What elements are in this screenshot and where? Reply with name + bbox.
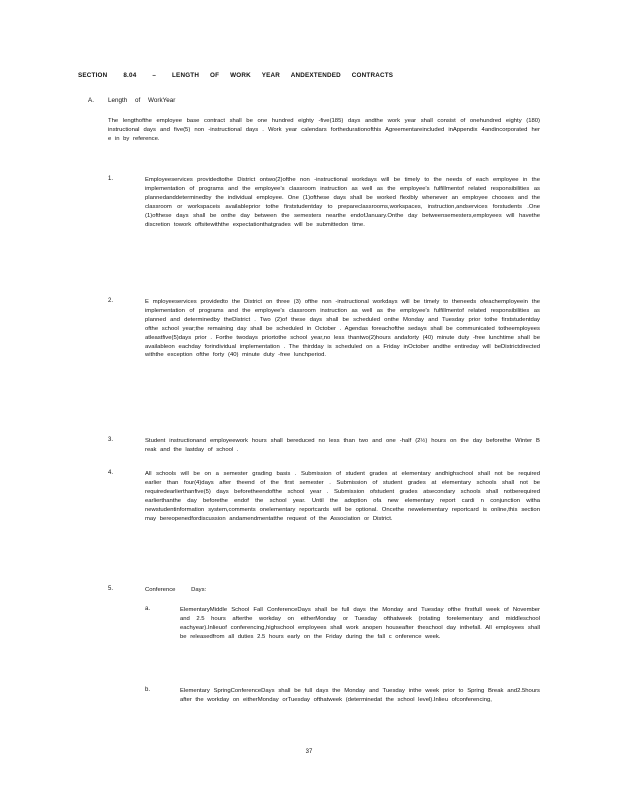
item-number: 4. (108, 470, 114, 476)
conference-days-heading: Conference Days: (145, 587, 207, 593)
item-paragraph: E mployeeservices providedto the District on three (3) ofthe non -instructional workdays will be timely to theneeds ofeachemployeein the implementation of programs and the employee's classroom instruction as well as the employee's fulfillmentof related responsibilities as planned and determinedby theDistrict . Two (2)of these days shall be scheduled onthe Monday and Tuesday prior tothe firststudentday ofthe school year;the remaining day shall be scheduled in October . Agendas foreachofthe sedays shall be communicated totheemployees atleastfive(5)days prior . Forthe twodays priortothe school year,no less thantwo(2)hours andaforty (40) minute duty -free lunchtime shall be availableon eachday forindividual implementation . The thirdday is scheduled on a Friday inOctober andthe entireday will beDistrictdirected withthe exception ofthe forty (40) minute duty -free lunchperiod. (145, 299, 540, 359)
section-title: LENGTH OF WORK YEAR ANDEXTENDED CONTRACTS (172, 72, 394, 79)
item-number: 1. (108, 176, 114, 182)
item-number: 5. (108, 586, 114, 592)
section-heading (78, 72, 407, 79)
item-paragraph: All schools will be on a semester grading basis . Submission of student grades at elementary andhighschool shall not be required earlier than four(4)days after theend of the first semester . Submission of student grades at elementary schools shall not be requiredearlierthanfive(5) days beforetheendofthe school year . Submission ofstudent grades atsecondary schools shall notberequired earlierthanthe day beforethe endof the school year. Until the adoption ofa new elementary report cardi n conjunction witha newstudentinformation system,comments onelementary reportcards will be optional. Oncethe newelementary reportcard is online,this section may bereopenedfordiscussion andamendmentatthe request of the Association or District. (145, 471, 540, 522)
subitem-letter: a. (145, 606, 151, 612)
page-number: 37 (305, 749, 313, 755)
subitem-paragraph: ElementaryMiddle School Fall ConferenceDays shall be full days the Monday and Tuesday ofthe firstfull week of November and 2.5 hours afterthe workday on eitherMonday or Tuesday ofthatweek (rotating forelementary and middleschool eachyear).Inlieuof conferencing,highschool employees shall work anopen houseafter theschool day inthefall. All employees shall be releasedfrom all duties 2.5 hours early on the Friday during the fall c onference week. (180, 607, 540, 640)
subsection-letter: A. (88, 97, 94, 104)
item-paragraph: Employeeservices providedtothe District ontwo(2)ofthe non -instructional workdays will be timely to the needs of each employee in the implementation of programs and the employee's classroom instruction as well as the employee's fulfillmentof related responsibilities as plannedanddeterminedby the individual employee. One (1)ofthese days shall be worked flexibly whenever an employee chooses and the classroom or workspaceis availableprior tothe firststudentday to prepareclassrooms,workspaces, instruction,andservices forstudents .One (1)ofthese days shall be onthe day between the semesters nearthe endofJanuary.Onthe day betweensemesters,employees will havethe discretion towork offsitewiththe expectationthatgrades will be submittedon time. (145, 177, 540, 228)
subitem-letter: b. (145, 687, 151, 693)
item-paragraph: Student instructionand employeework hours shall bereduced no less than two and one -half (2½) hours on the day beforethe Winter B reak and the lastday of school . (145, 438, 540, 453)
subsection-title: Length of WorkYear (108, 97, 176, 104)
section-label: SECTION (78, 72, 108, 79)
section-dash: – (152, 72, 157, 79)
section-number: 8.04 (123, 72, 137, 79)
subitem-paragraph: Elementary SpringConferenceDays shall be full days the Monday and Tuesday inthe week prior to Spring Break and2.5hours after the workday on eitherMonday orTuesday ofthatweek (determinedat the school level).Inlieu ofconferencing, (180, 688, 540, 703)
item-number: 2. (108, 298, 114, 304)
item-number: 3. (108, 437, 114, 443)
intro-paragraph: The lengthofthe employee base contract shall be one hundred eighty -five(185) days andthe work year shall consist of onehundred eighty (180) instructional days and five(5) non -instructional days . Work year calendars forthedurationofthis Agreementareincluded inAppendix 4andincorporated her e in by reference. (108, 118, 540, 142)
